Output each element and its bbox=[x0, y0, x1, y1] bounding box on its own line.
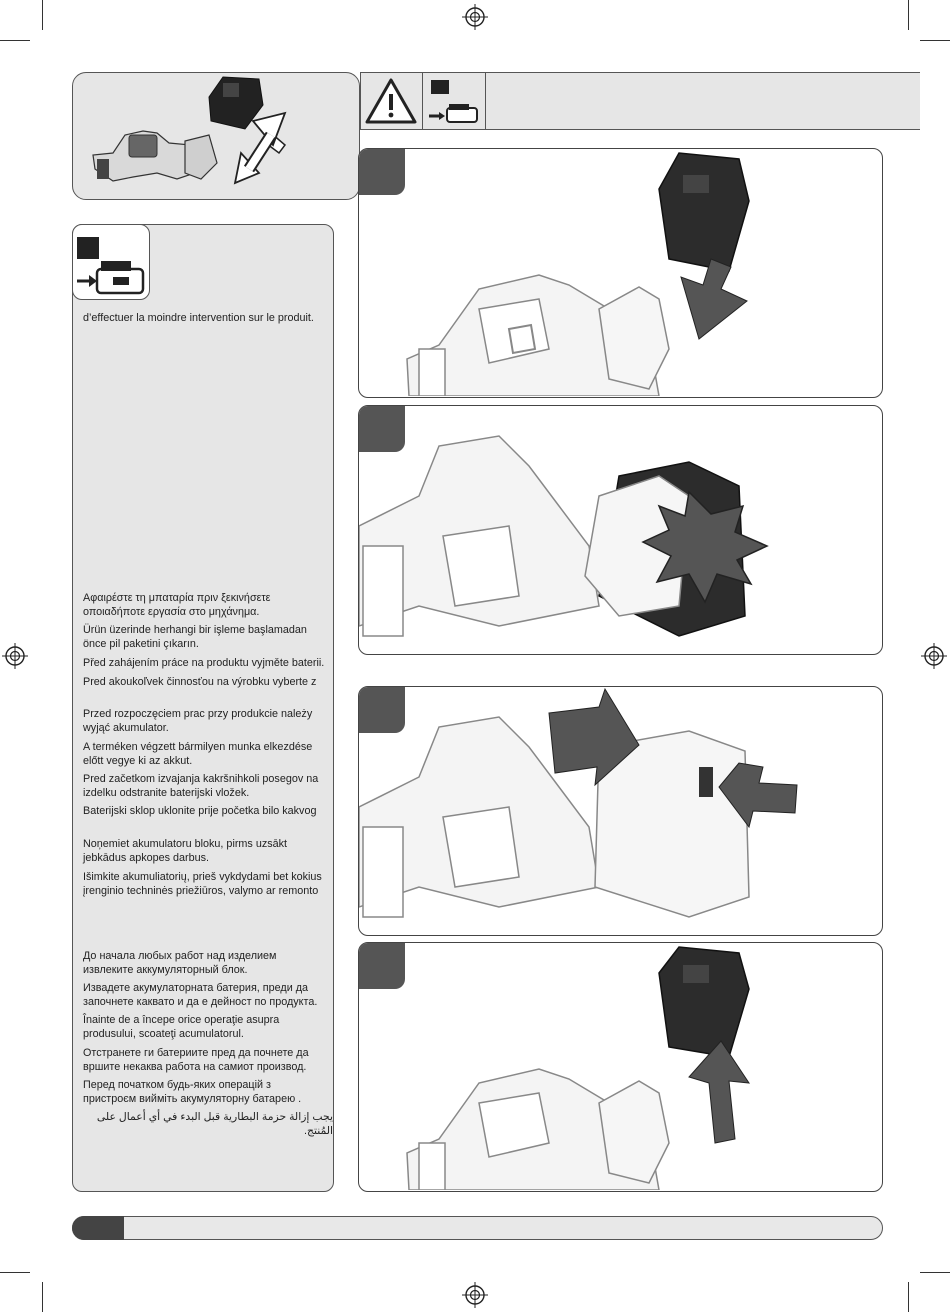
crop-mark bbox=[42, 1282, 43, 1312]
crop-mark bbox=[908, 0, 909, 30]
crop-mark bbox=[908, 1282, 909, 1312]
instruction-el: Αφαιρέστε τη μπαταρία πριν ξεκινήσετε οποιαδήποτε εργασία στο μηχάνημα. bbox=[83, 592, 271, 618]
instruction-sk: Pred akoukoľvek činnosťou na výrobku vyberte z bbox=[83, 676, 317, 688]
page-number-tab bbox=[72, 1216, 124, 1240]
instruction-hu: A terméken végzett bármilyen munka elkezdése előtt vegye ki az akkut. bbox=[83, 741, 313, 767]
step-number-badge bbox=[359, 406, 405, 452]
crop-mark bbox=[0, 1272, 30, 1273]
step-panel-1 bbox=[358, 148, 883, 398]
step-panel-3 bbox=[358, 686, 883, 936]
step-number-badge bbox=[359, 149, 405, 195]
step-3-illustration bbox=[359, 687, 881, 934]
footer-bar bbox=[72, 1216, 883, 1240]
instruction-tr: Ürün üzerinde herhangi bir işleme başlamadan önce pil paketini çıkarın. bbox=[83, 624, 307, 650]
step-2-illustration bbox=[359, 406, 881, 653]
step-number-badge bbox=[359, 943, 405, 989]
instruction-hr: Baterijski sklop uklonite prije početka bilo kakvog bbox=[83, 805, 317, 817]
instruction-sl: Pred začetkom izvajanja kakršnihkoli posegov na izdelku odstranite baterijski vložek. bbox=[83, 773, 319, 799]
battery-remove-icon bbox=[423, 72, 483, 128]
step-panel-4 bbox=[358, 942, 883, 1192]
step-1-illustration bbox=[359, 149, 881, 396]
crop-mark bbox=[920, 1272, 950, 1273]
instruction-cs: Před zahájením práce na produktu vyjměte baterii. bbox=[83, 657, 325, 669]
crop-mark bbox=[920, 40, 950, 41]
instruction-pl: Przed rozpoczęciem prac przy produkcie należy wyjąć akumulator. bbox=[83, 708, 313, 734]
step-4-illustration bbox=[359, 943, 881, 1190]
warning-triangle-icon bbox=[361, 72, 421, 128]
registration-mark-icon bbox=[462, 1282, 488, 1308]
instruction-ru: До начала любых работ над изделием извлеките аккумуляторный блок. bbox=[83, 950, 277, 976]
step-number-badge bbox=[359, 687, 405, 733]
instruction-fr: d’effectuer la moindre intervention sur le produit. bbox=[83, 312, 314, 324]
instruction-lt: Išimkite akumuliatorių, prieš vykdydami bet kokius įrenginio techninės priežiūros, valymo ar remonto bbox=[83, 871, 322, 897]
registration-mark-icon bbox=[2, 643, 28, 669]
instruction-mk: Отстранете ги батериите пред да почнете да вршите некаква работа на самиот производ. bbox=[83, 1047, 309, 1073]
saw-battery-remove-icon bbox=[73, 73, 359, 199]
registration-mark-icon bbox=[921, 643, 947, 669]
instruction-ar: يجب إزالة حزمة البطارية قبل البدء في أي أعمال على المُنتج. bbox=[96, 1111, 333, 1137]
header-illustration-panel bbox=[72, 72, 360, 200]
step-panel-2 bbox=[358, 405, 883, 655]
battery-icon-box bbox=[422, 72, 486, 130]
battery-remove-icon bbox=[73, 225, 149, 299]
registration-mark-icon bbox=[462, 4, 488, 30]
instruction-bg: Извадете акумулаторната батерия, преди да започнете каквато и да е дейност по продукта. bbox=[83, 982, 318, 1008]
crop-mark bbox=[0, 40, 30, 41]
crop-mark bbox=[42, 0, 43, 30]
instruction-ro: Înainte de a începe orice operaţie asupra produsului, scoateţi acumulatorul. bbox=[83, 1014, 280, 1040]
battery-badge bbox=[72, 224, 150, 300]
warning-icon-box bbox=[360, 72, 422, 130]
instruction-lv: Noņemiet akumulatoru bloku, pirms uzsākt jebkādus apkopes darbus. bbox=[83, 838, 288, 864]
instruction-uk: Перед початком будь-яких операцій з пристроєм вийміть акумуляторну батарею . bbox=[83, 1079, 302, 1105]
